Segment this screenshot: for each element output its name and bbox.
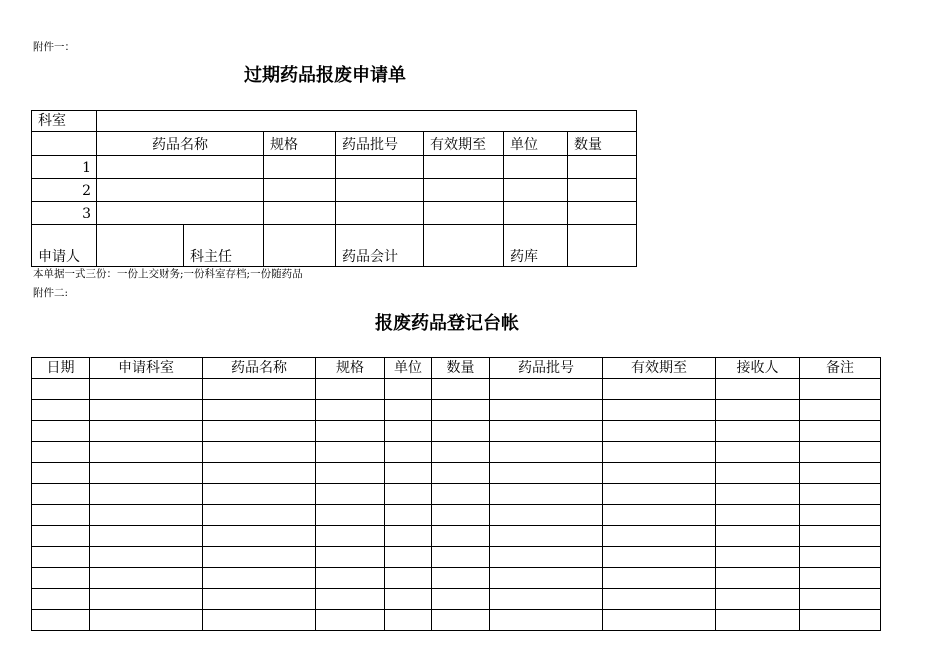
- table-row: [32, 505, 881, 526]
- cell-batch[interactable]: [336, 202, 424, 225]
- ledger-cell[interactable]: [716, 379, 800, 400]
- ledger-cell[interactable]: [90, 547, 203, 568]
- cell-drug-name[interactable]: [97, 156, 264, 179]
- cell-spec[interactable]: [264, 202, 336, 225]
- ledger-cell[interactable]: [203, 568, 316, 589]
- table-row: [32, 156, 637, 179]
- ledger-cell[interactable]: [716, 547, 800, 568]
- table-row: [32, 202, 637, 225]
- cell-batch[interactable]: [336, 156, 424, 179]
- ledger-cell[interactable]: [603, 484, 716, 505]
- ledger-cell[interactable]: [716, 484, 800, 505]
- ledger-cell[interactable]: [490, 442, 603, 463]
- ledger-cell[interactable]: [385, 547, 432, 568]
- header-cell-index: [32, 132, 97, 156]
- ledger-cell[interactable]: [716, 526, 800, 547]
- ledger-cell[interactable]: [385, 589, 432, 610]
- ledger-cell[interactable]: [316, 547, 385, 568]
- ledger-cell[interactable]: [490, 463, 603, 484]
- ledger-cell[interactable]: [490, 568, 603, 589]
- ledger-cell[interactable]: [603, 589, 716, 610]
- cell-spec[interactable]: [264, 179, 336, 202]
- ledger-cell[interactable]: [316, 442, 385, 463]
- ledger-cell[interactable]: [716, 442, 800, 463]
- ledger-cell[interactable]: [90, 505, 203, 526]
- ledger-cell[interactable]: [385, 484, 432, 505]
- cell-drug-name[interactable]: [97, 202, 264, 225]
- dept-head-signature-cell[interactable]: [264, 225, 336, 267]
- ledger-cell[interactable]: [90, 589, 203, 610]
- table-row: [32, 589, 881, 610]
- ledger-cell[interactable]: [316, 421, 385, 442]
- ledger-header-row: [32, 358, 881, 379]
- cell-quantity[interactable]: [568, 156, 637, 179]
- header-cell-drug-name: 药品名称: [97, 132, 264, 156]
- table-row: [32, 400, 881, 421]
- drug-accountant-label: 药品会计: [336, 225, 424, 267]
- ledger-cell[interactable]: [90, 610, 203, 631]
- ledger-cell[interactable]: [432, 442, 490, 463]
- ledger-cell[interactable]: [90, 400, 203, 421]
- ledger-cell[interactable]: [316, 505, 385, 526]
- ledger-cell[interactable]: [432, 610, 490, 631]
- ledger-cell[interactable]: [432, 379, 490, 400]
- pharmacy-label: 药库: [504, 225, 568, 267]
- ledger-cell[interactable]: [603, 442, 716, 463]
- ledger-cell[interactable]: [800, 526, 881, 547]
- header-cell-drug-name: 药品名称: [203, 358, 316, 379]
- ledger-cell[interactable]: [32, 589, 90, 610]
- ledger-cell[interactable]: [316, 589, 385, 610]
- ledger-cell[interactable]: [203, 547, 316, 568]
- ledger-cell[interactable]: [490, 526, 603, 547]
- table-row: [32, 179, 637, 202]
- ledger-cell[interactable]: [203, 610, 316, 631]
- ledger-cell[interactable]: [490, 610, 603, 631]
- ledger-cell[interactable]: [716, 610, 800, 631]
- ledger-cell[interactable]: [316, 400, 385, 421]
- ledger-cell[interactable]: [603, 421, 716, 442]
- header-cell-unit: 单位: [504, 132, 568, 156]
- ledger-cell[interactable]: [800, 610, 881, 631]
- ledger-cell[interactable]: [432, 568, 490, 589]
- ledger-cell[interactable]: [90, 568, 203, 589]
- ledger-cell[interactable]: [800, 463, 881, 484]
- ledger-cell[interactable]: [432, 400, 490, 421]
- ledger-cell[interactable]: [432, 589, 490, 610]
- cell-batch[interactable]: [336, 179, 424, 202]
- header-cell-dept: 申请科室: [90, 358, 203, 379]
- ledger-cell[interactable]: [716, 568, 800, 589]
- ledger-cell[interactable]: [32, 400, 90, 421]
- ledger-cell[interactable]: [603, 400, 716, 421]
- ledger-cell[interactable]: [716, 421, 800, 442]
- row-number: 1: [32, 156, 97, 179]
- drug-accountant-signature-cell[interactable]: [424, 225, 504, 267]
- applicant-signature-cell[interactable]: [97, 225, 184, 267]
- ledger-cell[interactable]: [203, 442, 316, 463]
- scrap-application-table: [31, 110, 637, 267]
- ledger-cell[interactable]: [90, 421, 203, 442]
- cell-unit[interactable]: [504, 179, 568, 202]
- header-cell-expiry: 有效期至: [424, 132, 504, 156]
- table-row: [32, 421, 881, 442]
- ledger-cell[interactable]: [800, 442, 881, 463]
- ledger-cell[interactable]: [800, 400, 881, 421]
- ledger-cell[interactable]: [490, 421, 603, 442]
- ledger-cell[interactable]: [32, 526, 90, 547]
- ledger-cell[interactable]: [316, 526, 385, 547]
- ledger-cell[interactable]: [432, 505, 490, 526]
- cell-quantity[interactable]: [568, 179, 637, 202]
- ledger-cell[interactable]: [32, 484, 90, 505]
- ledger-cell[interactable]: [490, 400, 603, 421]
- ledger-cell[interactable]: [203, 526, 316, 547]
- ledger-cell[interactable]: [716, 505, 800, 526]
- table-row: [32, 484, 881, 505]
- table-row: [32, 463, 881, 484]
- row-number: 2: [32, 179, 97, 202]
- signature-row: [32, 225, 637, 267]
- ledger-cell[interactable]: [203, 505, 316, 526]
- ledger-cell[interactable]: [603, 505, 716, 526]
- ledger-cell[interactable]: [603, 610, 716, 631]
- ledger-cell[interactable]: [490, 379, 603, 400]
- ledger-cell[interactable]: [316, 463, 385, 484]
- ledger-cell[interactable]: [385, 400, 432, 421]
- ledger-cell[interactable]: [385, 526, 432, 547]
- header-cell-spec: 规格: [316, 358, 385, 379]
- ledger-cell[interactable]: [800, 379, 881, 400]
- cell-unit[interactable]: [504, 156, 568, 179]
- ledger-cell[interactable]: [32, 568, 90, 589]
- header-cell-quantity: 数量: [432, 358, 490, 379]
- ledger-cell[interactable]: [32, 505, 90, 526]
- cell-drug-name[interactable]: [97, 179, 264, 202]
- header-cell-unit: 单位: [385, 358, 432, 379]
- cell-unit[interactable]: [504, 202, 568, 225]
- table-row: [32, 379, 881, 400]
- cell-expiry[interactable]: [424, 179, 504, 202]
- ledger-cell[interactable]: [603, 526, 716, 547]
- dept-head-label: 科主任: [184, 225, 264, 267]
- ledger-cell[interactable]: [800, 547, 881, 568]
- attachment-1-label: 附件一：: [33, 41, 75, 53]
- ledger-cell[interactable]: [432, 463, 490, 484]
- cell-expiry[interactable]: [424, 202, 504, 225]
- form1-title: 过期药品报废申请单: [244, 65, 406, 86]
- ledger-cell[interactable]: [603, 379, 716, 400]
- header-cell-remarks: 备注: [800, 358, 881, 379]
- table-row: [32, 610, 881, 631]
- ledger-cell[interactable]: [385, 505, 432, 526]
- ledger-cell[interactable]: [490, 589, 603, 610]
- ledger-cell[interactable]: [603, 463, 716, 484]
- ledger-cell[interactable]: [32, 610, 90, 631]
- ledger-cell[interactable]: [32, 463, 90, 484]
- ledger-cell[interactable]: [385, 379, 432, 400]
- ledger-cell[interactable]: [490, 484, 603, 505]
- ledger-cell[interactable]: [90, 484, 203, 505]
- ledger-cell[interactable]: [432, 421, 490, 442]
- cell-spec[interactable]: [264, 156, 336, 179]
- dept-value-cell[interactable]: [97, 111, 637, 132]
- ledger-cell[interactable]: [432, 484, 490, 505]
- cell-quantity[interactable]: [568, 202, 637, 225]
- ledger-cell[interactable]: [603, 568, 716, 589]
- ledger-cell[interactable]: [716, 589, 800, 610]
- attachment-2-label: 附件二:: [33, 287, 69, 299]
- ledger-cell[interactable]: [800, 589, 881, 610]
- header-cell-receiver: 接收人: [716, 358, 800, 379]
- ledger-cell[interactable]: [90, 442, 203, 463]
- form2-title: 报废药品登记台帐: [375, 313, 519, 334]
- header-cell-expiry: 有效期至: [603, 358, 716, 379]
- ledger-cell[interactable]: [32, 421, 90, 442]
- ledger-cell[interactable]: [32, 379, 90, 400]
- ledger-cell[interactable]: [90, 526, 203, 547]
- row-number: 3: [32, 202, 97, 225]
- ledger-cell[interactable]: [800, 484, 881, 505]
- ledger-cell[interactable]: [490, 547, 603, 568]
- ledger-cell[interactable]: [716, 400, 800, 421]
- ledger-cell[interactable]: [385, 421, 432, 442]
- ledger-cell[interactable]: [203, 589, 316, 610]
- header-cell-quantity: 数量: [568, 132, 637, 156]
- ledger-cell[interactable]: [385, 568, 432, 589]
- table-row: [32, 547, 881, 568]
- form1-header-row: [32, 132, 637, 156]
- header-cell-batch: 药品批号: [490, 358, 603, 379]
- pharmacy-signature-cell[interactable]: [568, 225, 637, 267]
- scrap-ledger-table: [31, 357, 881, 631]
- table-row: [32, 568, 881, 589]
- ledger-cell[interactable]: [385, 610, 432, 631]
- ledger-cell[interactable]: [603, 547, 716, 568]
- table-row: [32, 442, 881, 463]
- ledger-cell[interactable]: [203, 379, 316, 400]
- ledger-cell[interactable]: [203, 400, 316, 421]
- ledger-cell[interactable]: [316, 610, 385, 631]
- ledger-cell[interactable]: [203, 484, 316, 505]
- ledger-cell[interactable]: [800, 421, 881, 442]
- ledger-cell[interactable]: [800, 568, 881, 589]
- ledger-cell[interactable]: [385, 463, 432, 484]
- ledger-cell[interactable]: [203, 421, 316, 442]
- table-row: [32, 526, 881, 547]
- header-cell-batch: 药品批号: [336, 132, 424, 156]
- ledger-cell[interactable]: [90, 463, 203, 484]
- ledger-cell[interactable]: [32, 547, 90, 568]
- ledger-cell[interactable]: [90, 379, 203, 400]
- applicant-label: 申请人: [32, 225, 97, 267]
- header-cell-date: 日期: [32, 358, 90, 379]
- cell-expiry[interactable]: [424, 156, 504, 179]
- ledger-cell[interactable]: [203, 463, 316, 484]
- ledger-cell[interactable]: [432, 526, 490, 547]
- header-cell-spec: 规格: [264, 132, 336, 156]
- ledger-cell[interactable]: [490, 505, 603, 526]
- ledger-cell[interactable]: [316, 484, 385, 505]
- ledger-cell[interactable]: [385, 442, 432, 463]
- ledger-cell[interactable]: [432, 547, 490, 568]
- copies-note: 本单据一式三份：一份上交财务;一份科室存档;一份随药品: [33, 268, 303, 280]
- dept-row: [32, 111, 637, 132]
- ledger-cell[interactable]: [316, 568, 385, 589]
- ledger-cell[interactable]: [32, 442, 90, 463]
- dept-label: 科室: [32, 111, 97, 132]
- ledger-cell[interactable]: [316, 379, 385, 400]
- ledger-cell[interactable]: [716, 463, 800, 484]
- ledger-cell[interactable]: [800, 505, 881, 526]
